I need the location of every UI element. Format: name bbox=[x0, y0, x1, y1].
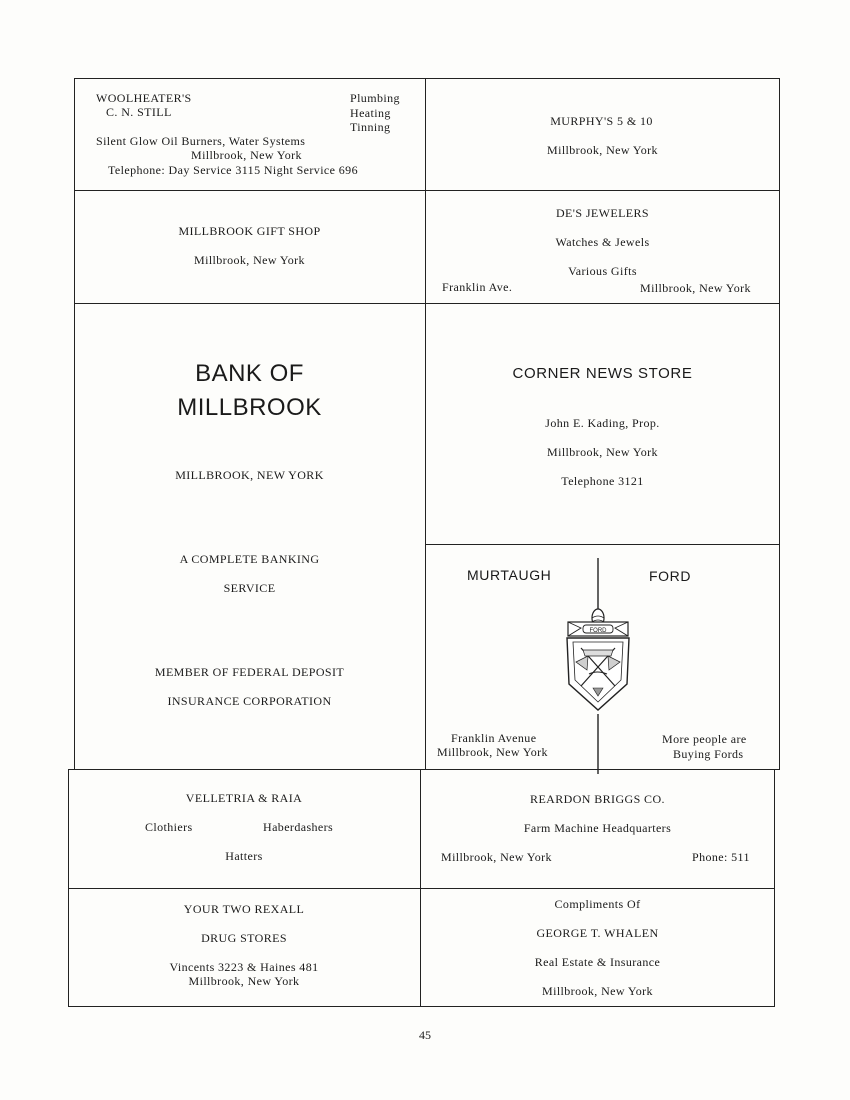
location: Millbrook, New York bbox=[437, 745, 548, 759]
tagline-2: Various Gifts bbox=[568, 264, 637, 278]
proprietor: John E. Kading, Prop. bbox=[545, 416, 660, 430]
business-name: DE'S JEWELERS bbox=[555, 206, 650, 220]
products-line: Silent Glow Oil Burners, Water Systems bbox=[96, 134, 306, 148]
location: Millbrook, New York bbox=[547, 143, 658, 157]
bank-name-line-2: MILLBROOK bbox=[177, 394, 322, 421]
ad-rexall-drug-stores bbox=[68, 888, 420, 1007]
slogan-line-1: More people are bbox=[662, 732, 747, 746]
service-heating: Heating bbox=[350, 106, 391, 120]
tagline: Farm Machine Headquarters bbox=[523, 821, 672, 835]
item-clothiers: Clothiers bbox=[145, 820, 193, 834]
business-name: GEORGE T. WHALEN bbox=[536, 926, 659, 940]
business-name: CORNER NEWS STORE bbox=[512, 365, 693, 382]
slogan-line-2: Buying Fords bbox=[673, 747, 744, 761]
bank-name-line-1: BANK OF bbox=[195, 360, 304, 387]
ad-gift-shop bbox=[74, 190, 425, 303]
location: Millbrook, New York bbox=[547, 445, 658, 459]
ad-corner-news-store bbox=[425, 303, 780, 544]
business-name: WOOLHEATER'S bbox=[96, 91, 192, 105]
tagline: Watches & Jewels bbox=[555, 235, 650, 249]
business-type: Real Estate & Insurance bbox=[534, 955, 661, 969]
service-plumbing: Plumbing bbox=[350, 91, 400, 105]
member-line-1: MEMBER OF FEDERAL DEPOSIT bbox=[154, 665, 345, 679]
ad-george-whalen bbox=[420, 888, 775, 1007]
ad-des-jewelers bbox=[425, 190, 780, 303]
location: Millbrook, New York bbox=[542, 984, 653, 998]
business-name-right: FORD bbox=[649, 568, 692, 584]
item-haberdashers: Haberdashers bbox=[263, 820, 334, 834]
location: Millbrook, New York bbox=[194, 253, 305, 267]
service-tinning: Tinning bbox=[350, 120, 391, 134]
telephone-line: Telephone: Day Service 3115 Night Service 696 bbox=[108, 163, 358, 177]
headline-line-1: YOUR TWO REXALL bbox=[183, 902, 305, 916]
telephone: Telephone 3121 bbox=[561, 474, 644, 488]
location: Millbrook, New York bbox=[441, 850, 552, 864]
business-name-left: MURTAUGH bbox=[467, 567, 552, 583]
service-line-2: SERVICE bbox=[223, 581, 276, 595]
address: Franklin Ave. bbox=[442, 280, 513, 294]
compliments: Compliments Of bbox=[554, 897, 641, 911]
business-name: REARDON BRIGGS CO. bbox=[530, 792, 665, 806]
location: Millbrook, New York bbox=[640, 281, 751, 295]
service-line-1: A COMPLETE BANKING bbox=[179, 552, 320, 566]
ad-reardon-briggs bbox=[420, 769, 775, 888]
ad-murtaugh-ford bbox=[425, 544, 780, 769]
headline-line-2: DRUG STORES bbox=[201, 931, 287, 945]
ad-velletria-raia bbox=[68, 769, 420, 888]
business-name: MILLBROOK GIFT SHOP bbox=[178, 224, 321, 238]
location: Millbrook, New York bbox=[191, 148, 302, 162]
location: MILLBROOK, NEW YORK bbox=[175, 468, 324, 482]
owner-name: C. N. STILL bbox=[106, 105, 172, 119]
item-hatters: Hatters bbox=[225, 849, 263, 863]
crest-label: FORD bbox=[589, 628, 607, 634]
business-name: VELLETRIA & RAIA bbox=[185, 791, 303, 805]
ad-bank-of-millbrook bbox=[74, 303, 425, 769]
ford-crest-emblem bbox=[543, 556, 653, 771]
ad-woolheater bbox=[74, 78, 425, 190]
page-number: 45 bbox=[419, 1028, 431, 1042]
phone: Phone: 511 bbox=[692, 850, 750, 864]
ad-murphys bbox=[425, 78, 780, 190]
phones: Vincents 3223 & Haines 481 bbox=[169, 960, 319, 974]
member-line-2: INSURANCE CORPORATION bbox=[167, 694, 332, 708]
location: Millbrook, New York bbox=[188, 974, 300, 988]
address: Franklin Avenue bbox=[451, 731, 537, 745]
business-name: MURPHY'S 5 & 10 bbox=[550, 114, 653, 128]
